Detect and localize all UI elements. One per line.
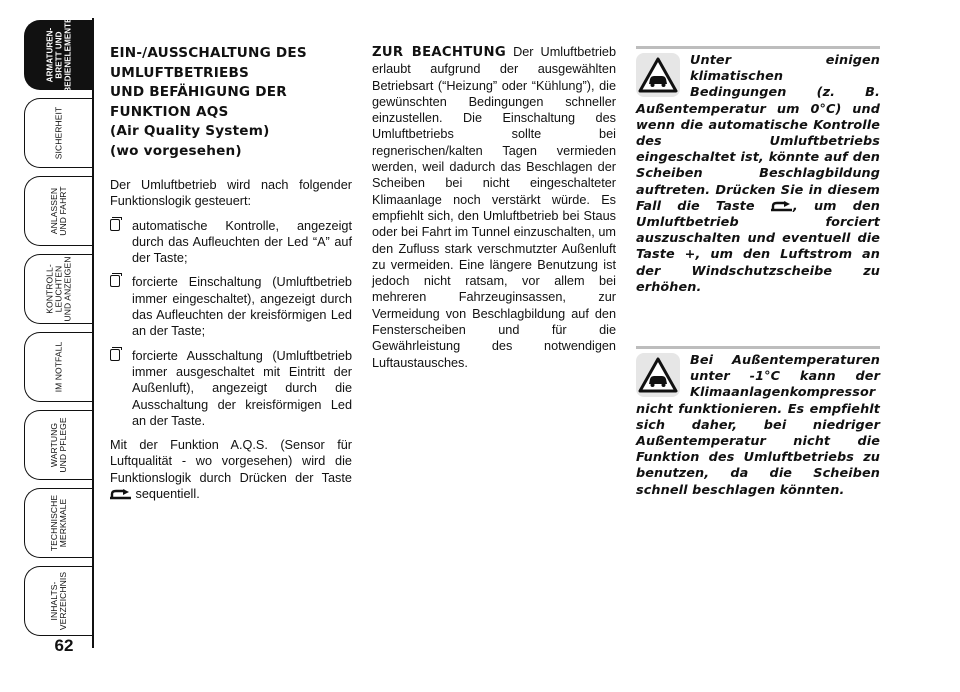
aqs-paragraph (110, 437, 352, 502)
title-line: (Air Quality System) (110, 123, 270, 139)
tab-label: IM NOTFALL (53, 341, 63, 393)
list-item (110, 274, 352, 339)
tab-label: SICHERHEIT (53, 106, 63, 160)
checkbox-bullet-icon (110, 219, 120, 231)
tab-armaturenbrett[interactable] (24, 17, 92, 93)
warning-text: Bei Außentemperaturen unter -1°C kann der Klimaanlagenkompressor nicht funktionieren. Es empfiehlt sich daher, bei niedriger Außentemperatur nicht die Funktion des Umluftbetriebs zu benutzen, da die Scheiben schnell beschlagen könnten. (636, 353, 880, 498)
intro-paragraph: Der Umluftbetrieb wird nach folgender Funktionslogik gesteuert: (110, 178, 352, 209)
tab-label: TECHNISCHE MERKMALE (48, 494, 68, 552)
tab-anlassen[interactable] (24, 176, 92, 246)
tab-label: WARTUNG UND PFLEGE (48, 417, 68, 473)
car-warning-icon (636, 53, 680, 97)
mode-list (110, 218, 352, 430)
list-item (110, 348, 352, 429)
warning-text-part: , um den Umluftbetrieb forciert auszuschalten und eventuell die Taste +, um den Luftstrom an der Windschutzscheibe zu erhöhen. (636, 198, 880, 295)
checkbox-bullet-icon (110, 275, 120, 287)
sidebar-divider (92, 18, 94, 648)
list-item (110, 218, 352, 267)
list-item-text: forcierte Einschaltung (Umluftbetrieb immer eingeschaltet), angezeigt durch das Aufleuchten der kreisförmigen Led an der Taste; (132, 275, 352, 339)
section-column (110, 44, 352, 502)
note-text: Der Umluftbetrieb erlaubt aufgrund der ausgewählten Betriebsart (“Heizung” oder “Kühlung”), die gewünschten Bedingungen schneller einzustellen. Die Einschaltung des Umluftbetriebs sollte bei regnerischen/kalten Tagen vermieden werden, weil dadurch das Beschlagen der Scheiben bei nicht eingeschalteter Klimaanlage noch verstärkt würde. Es empfiehlt sich, den Umluftbetrieb bei Staus oder bei Fahrt im Tunnel einzuschalten, um den Zufluss stark verschmutzter Außenluft zu vermeiden. Eine längere Benutzung ist jedoch nicht ratsam, vor allem bei mehreren Fahrzeuginsassen, zur Vermeidung von Beschlagbildung auf den Fensterscheiben und für die Gewährleistung des notwendigen Luftaustausches. (372, 45, 617, 370)
recirculation-button-icon (771, 201, 793, 212)
tab-sicherheit[interactable] (24, 98, 92, 168)
tab-technische-merkmale[interactable] (24, 488, 92, 558)
aqs-text: Mit der Funktion A.Q.S. (Sensor für Luftqualität - wo vorgesehen) wird die Funktionslogik durch Drücken der Taste (110, 438, 352, 485)
tab-label: ARMATUREN- BRETT UND BEDIENELEMENTE (45, 17, 72, 93)
warning-text-part: Unter einigen klimatischen Bedingungen (z. B. Außentemperatur um 0°C) und wenn die automatische Kontrolle des Umluftbetriebs eingeschaltet ist, könnte auf den Scheiben Beschlagbildung auftreten. Drücken Sie in diesem Fall die Taste (636, 53, 880, 214)
warning-rule (636, 346, 880, 349)
list-item-text: automatische Kontrolle, angezeigt durch das Aufleuchten der Led “A” auf der Taste; (132, 218, 352, 266)
tab-label: ANLASSEN UND FAHRT (48, 186, 68, 236)
title-line: FUNKTION AQS (110, 103, 229, 120)
title-line: UMLUFTBETRIEBS (110, 64, 250, 81)
tab-inhaltsverzeichnis[interactable] (24, 566, 92, 636)
page-number: 62 (54, 636, 74, 655)
warning-rule (636, 46, 880, 49)
aqs-text-end: sequentiell. (135, 487, 200, 502)
list-item-text: forcierte Ausschaltung (Umluftbetrieb immer ausgeschaltet mit Eintritt der Außenluft), angezeigt durch die Ausschaltung der kreisförmigen Led an der Taste. (132, 348, 352, 428)
note-column (372, 44, 616, 371)
car-warning-icon (636, 353, 680, 397)
title-line: UND BEFÄHIGUNG DER (110, 84, 287, 100)
tab-label: KONTROLL- LEUCHTEN UND ANZEIGEN (44, 256, 72, 322)
checkbox-bullet-icon (110, 349, 120, 361)
title-line: EIN-/AUSSCHALTUNG DES (110, 45, 307, 61)
tab-im-notfall[interactable] (24, 332, 92, 402)
chapter-sidebar (0, 0, 100, 692)
warning-box (636, 46, 880, 296)
recirculation-button-icon (110, 489, 132, 500)
tab-label: INHALTS- VERZEICHNIS (48, 571, 68, 631)
tab-wartung[interactable] (24, 410, 92, 480)
note-label: ZUR BEACHTUNG (372, 45, 506, 60)
tab-kontrollleuchten[interactable] (24, 254, 92, 324)
title-line: (wo vorgesehen) (110, 142, 242, 159)
section-title (110, 44, 352, 161)
warning-box (636, 346, 880, 499)
